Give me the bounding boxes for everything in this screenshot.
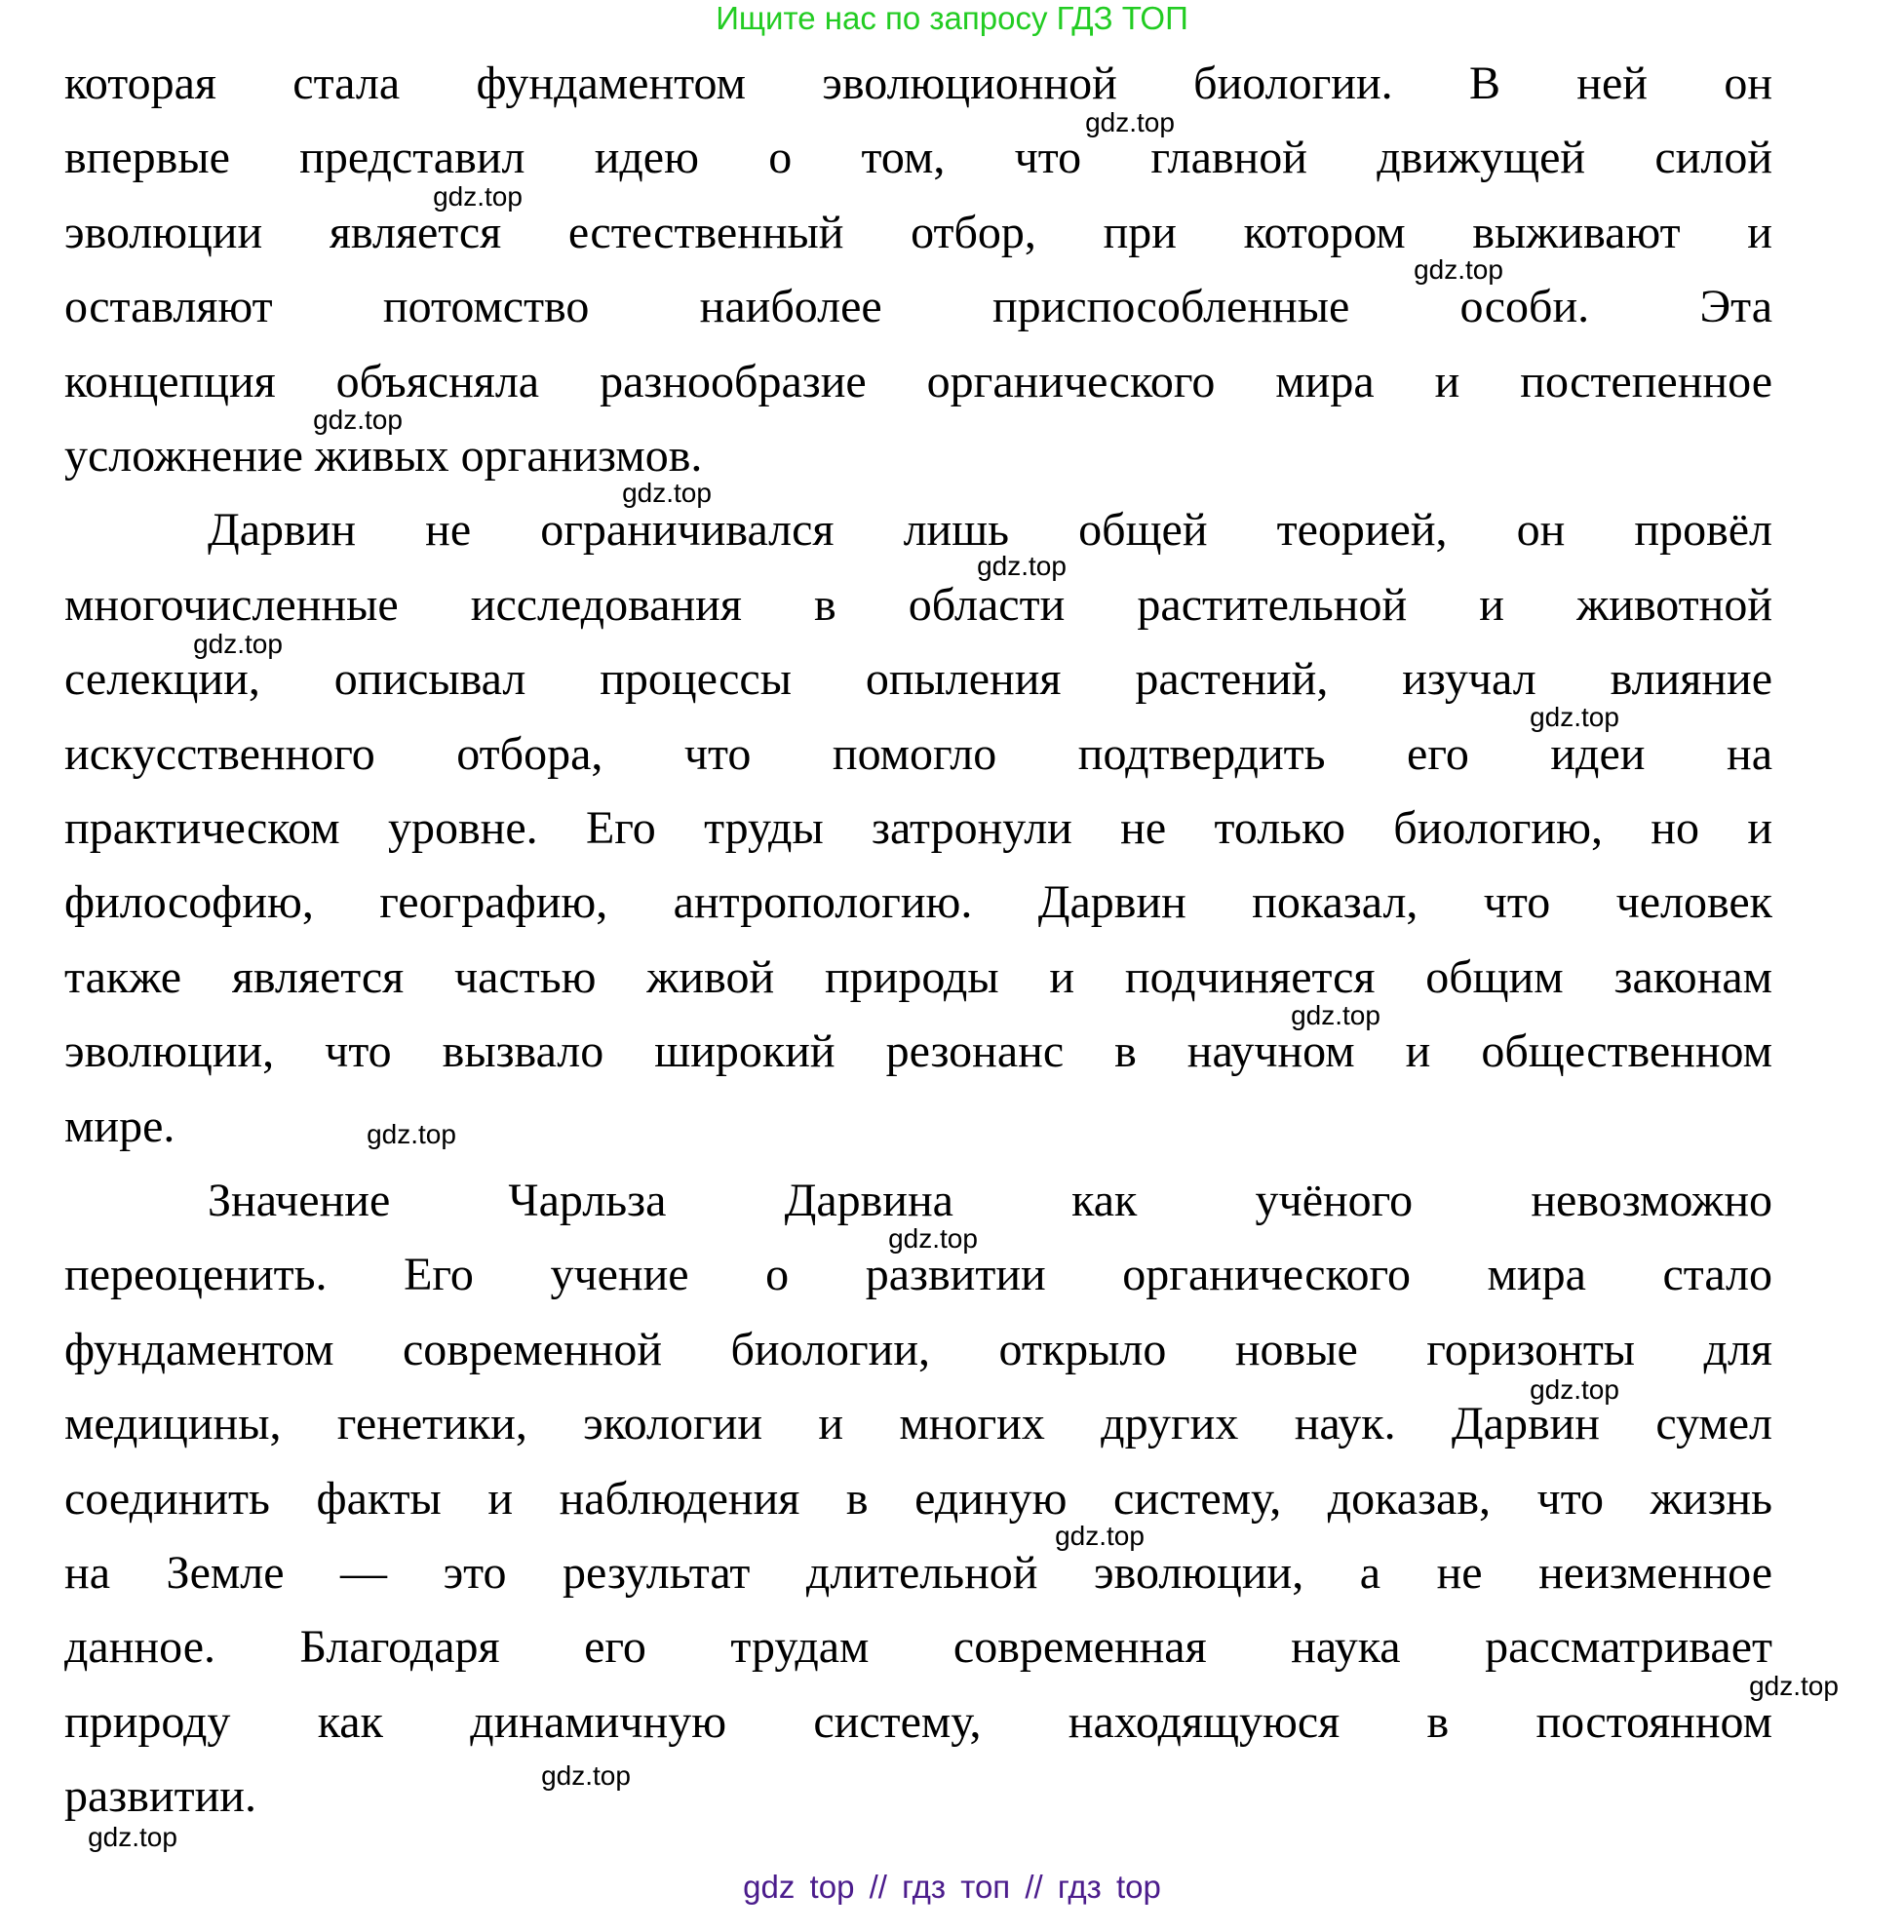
text-line: усложнение живых организмов. <box>64 430 703 482</box>
text-line: на Земле — это результат длительной эволюции, а не неизменное <box>64 1547 1772 1599</box>
text-line: искусственного отбора, что помогло подтвердить его идеи на <box>64 727 1772 780</box>
watermark: gdz.top <box>367 1119 456 1149</box>
text-line: также является частью живой природы и подчиняется общим законам <box>64 950 1772 1003</box>
text-line: мире. <box>64 1100 175 1152</box>
text-line: природу как динамичную систему, находящуюся в постоянном <box>64 1695 1772 1748</box>
text-line: переоценить. Его учение о развитии органического мира стало <box>64 1249 1772 1301</box>
text-line: Дарвин не ограничивался лишь общей теорией, он провёл <box>208 504 1772 557</box>
watermark: gdz.top <box>888 1223 978 1254</box>
header-banner: Ищите нас по запросу ГДЗ ТОП <box>716 0 1188 36</box>
watermark: gdz.top <box>1291 1000 1380 1030</box>
watermark: gdz.top <box>541 1760 631 1791</box>
footer-banner: gdz top // гдз топ // гдз top <box>743 1869 1161 1905</box>
text-line: эволюции, что вызвало широкий резонанс в научном и общественном <box>64 1025 1772 1078</box>
watermark: gdz.top <box>1414 254 1503 285</box>
watermark: gdz.top <box>313 405 403 435</box>
text-line: впервые представил идею о том, что главной движущей силой <box>64 132 1772 184</box>
text-line: медицины, генетики, экологии и многих других наук. Дарвин сумел <box>64 1398 1772 1450</box>
watermark: gdz.top <box>1085 107 1175 137</box>
text-line: которая стала фундаментом эволюционной биологии. В ней он <box>64 58 1772 109</box>
text-line: соединить факты и наблюдения в единую систему, доказав, что жизнь <box>64 1472 1772 1525</box>
watermark: gdz.top <box>433 181 523 212</box>
watermark: gdz.top <box>1530 702 1619 732</box>
text-line: многочисленные исследования в области растительной и животной <box>64 578 1772 631</box>
text-line: концепция объясняла разнообразие органического мира и постепенное <box>64 355 1772 407</box>
watermark: gdz.top <box>88 1822 177 1852</box>
text-line: данное. Благодаря его трудам современная наука рассматривает <box>64 1621 1772 1674</box>
text-line: фундаментом современной биологии, открыло новые горизонты для <box>64 1323 1772 1375</box>
text-line: Значение Чарльза Дарвина как учёного невозможно <box>208 1175 1772 1226</box>
watermark: gdz.top <box>1055 1521 1145 1551</box>
watermark: gdz.top <box>193 629 283 659</box>
text-line: эволюции является естественный отбор, при котором выживают и <box>64 206 1772 258</box>
text-line: философию, географию, антропологию. Дарвин показал, что человек <box>64 876 1772 929</box>
watermark: gdz.top <box>622 478 712 508</box>
text-line: оставляют потомство наиболее приспособленные особи. Эта <box>64 281 1772 333</box>
text-line: практическом уровне. Его труды затронули не только биологию, но и <box>64 802 1772 854</box>
text-line: селекции, описывал процессы опыления растений, изучал влияние <box>64 653 1772 706</box>
text-line: развитии. <box>64 1770 256 1823</box>
watermark: gdz.top <box>1749 1671 1839 1701</box>
watermark: gdz.top <box>977 551 1067 581</box>
watermark: gdz.top <box>1530 1374 1619 1405</box>
